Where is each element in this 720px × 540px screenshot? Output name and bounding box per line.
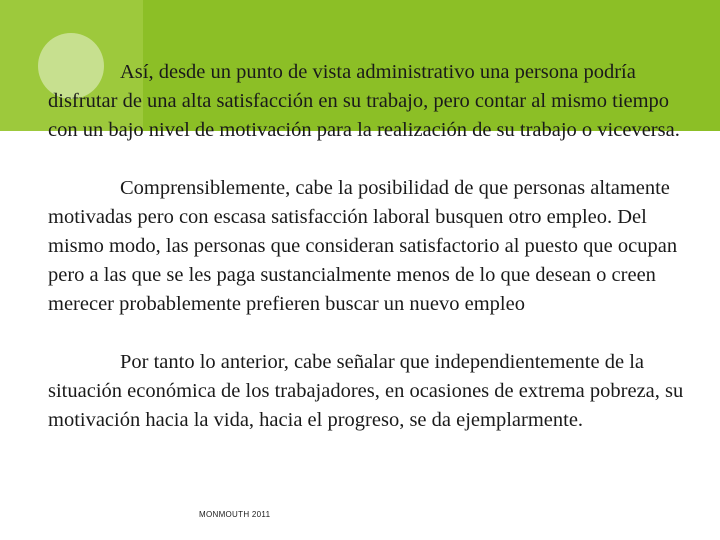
paragraph-3: Por tanto lo anterior, cabe señalar que independientemente de la situación económica de los trabajadores, en ocasiones de extrema pobreza, su motivación hacia la vida, hacia el progreso, se da ejemplarmente. <box>48 351 684 431</box>
paragraph-2: Comprensiblemente, cabe la posibilidad de que personas altamente motivadas pero con escasa satisfacción laboral busquen otro empleo. Del mismo modo, las personas que consideran satisfactorio al puesto que ocupan pero a las que se les paga sustancialmente menos de lo que desean o creen merecer probablemente prefieren buscar un nuevo empleo <box>48 177 678 315</box>
paragraph-1: Así, desde un punto de vista administrativo una persona podría disfrutar de una alta satisfacción en su trabajo, pero contar al mismo tiempo con un bajo nivel de motivación para la realización de su trabajo o viceversa. <box>48 61 680 141</box>
slide-body <box>48 58 698 435</box>
footer-label: MONMOUTH 2011 <box>199 510 271 519</box>
